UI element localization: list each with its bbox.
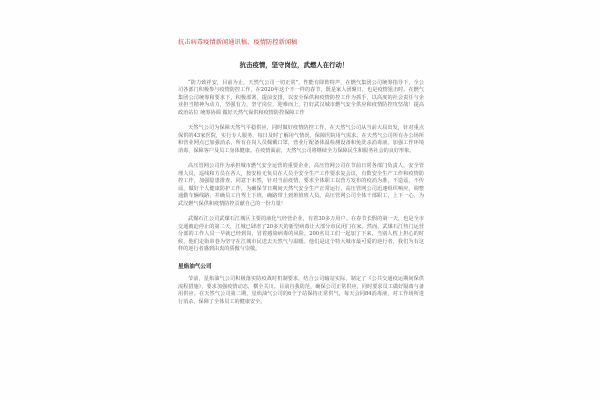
paragraph: “防力致祥安，目前为止，天然气公司一切正常”，性能有降阵特声，在燃气集团公司统筹指导下，全公司各部门积极参与疫情防控工作，在2020年这个不一样的春节，既是家人团聚日，也是疫情狙击时。在燃气集团公司统筹和要求下，积极部署，提前安排，以安全保供和疫情防控工作为抓手，以高度的社会责任与企业担当精神为动力，坚强有力，坚守岗位，迎难而上，打好武汉城市燃气安全供应和疫情防控攻坚战！提高政治站位 统筹协调 做好天然气保供和疫情防控保障工作 xyxy=(178,79,424,116)
paragraph: 天然气公司为保障天然气平稳供应，同时做好疫情防控工作，在天然气公司从当前大局出发，针对重点保供的43家医院，实行专人服务，每日及时了解用气情况，保障医院用气需求。在天然气公司所有办公场所和营业网点已加强消杀，所有在岗人员佩戴口罩，营业厅配备体温检测设备和免洗杀消毒液。加强工作环境消毒，保障客户及员工身体健康。在疫情面前，天然气公司将继续全力保障民生和服务社会的良好形象。 xyxy=(178,125,424,154)
document-body xyxy=(178,62,424,314)
document-title: 抗击疫情，坚守岗位，武燃人在行动！ xyxy=(239,61,349,69)
section-heading: 星焰油气公司 xyxy=(178,263,212,270)
paragraph: 高压管网公司作为承担城市燃气安全运营的重要企业，高压管网公司在节前日常各部门负责人，安全管理人员，巡线和方员在各人，按安检无负员在人员全安全生产工作要求复会议，有数安全生产工作和疫情防控工作，加强隐患排查。同意于未然，针对当前疫情，要求全体职工以营方发布的疫消为准，不造谣，不传谣，做好个人健康防护工作，为确保节日期间天然气安全生产正常运行，高压管网公司迅速组织响应，调整通勤车辆线路，并确员工自驾上下班，确路带上到班值班人员。高压管网公司全体干部职工，上下一心，为武汉燃气保供和疫情防控贡献自己的一份力量！ xyxy=(178,163,424,207)
paragraph: 武煤石江公司武煤石江城区主要的液化气经营企业，有着30多万用户。在春节长假的第一天，也是全市交通被迫停止的第二天，江城已肆虐了20多天的新型病毒让大部分市民闭门在家。然而，武煤石江热门运营分部的工作人员一早就已经到岗，冒着感染病毒的风险，200名员工们一起加了下来，当别人枕上担心的时候，他们走街串巷为坚守在江城市民送去天然气与温暖。他们是这个特大城市最可爱的逆行者，我们为有这样的逆行者感到由衷的骄傲与崇敬。 xyxy=(178,216,424,252)
paragraph: 节前，星焰油气公司积极落实防疫战时机制要求，结合公司输站实际，制定了《公共交通疫运期间保供流程措施》，要求加强疫情动态，横全关川。目前自我防范，确保公司正常供应，同时要求员工做好隔离与备用供应。在天然气公司第二期，星焰油气公司的6个子站保持正常供气，每天会同84消毒液，对工作场所进行消杀，保障了全体员工的健康安全。 xyxy=(178,276,424,305)
article-title-link[interactable]: 抗击病毒疫情新闻通讯稿，疫情防控新闻稿 xyxy=(178,39,298,46)
